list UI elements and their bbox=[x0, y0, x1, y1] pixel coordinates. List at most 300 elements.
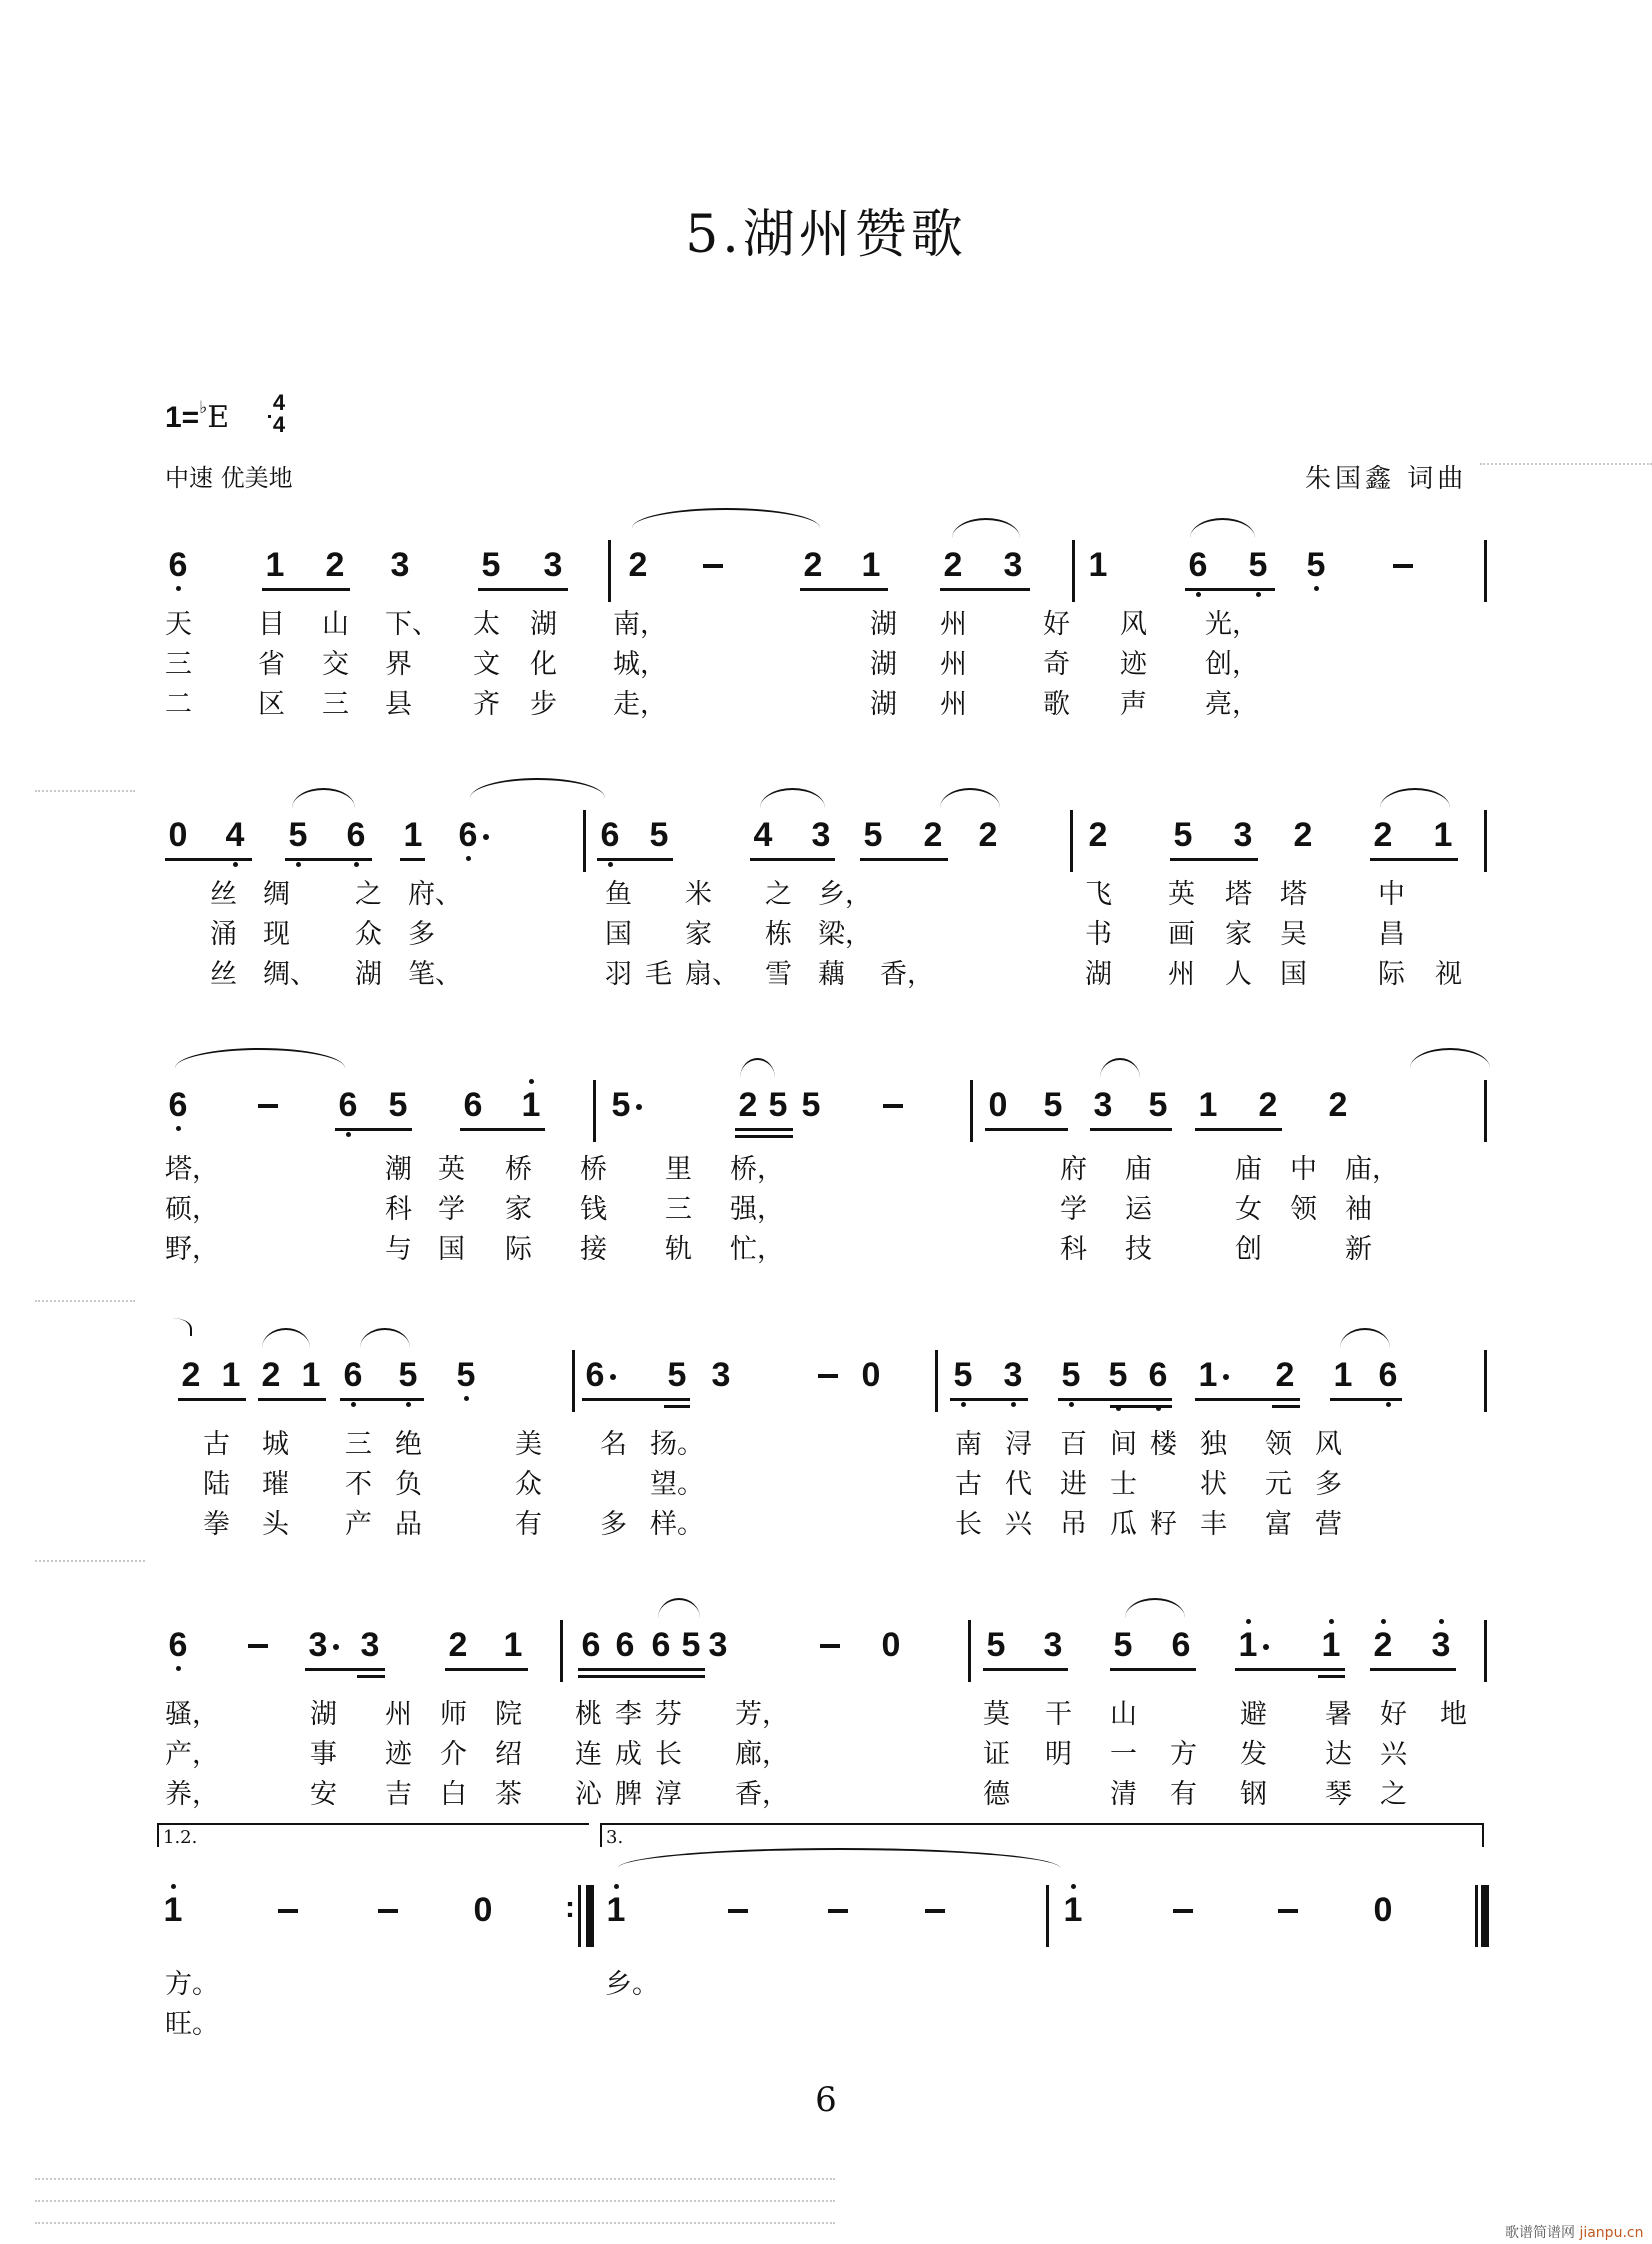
beam-underline bbox=[1110, 1405, 1172, 1408]
lyric-char: 州 bbox=[940, 649, 967, 680]
lyric-char: 代 bbox=[1005, 1469, 1032, 1500]
note: 4 bbox=[222, 818, 248, 852]
beam-underline bbox=[1195, 1128, 1282, 1131]
slur-tie bbox=[940, 788, 1000, 808]
barline bbox=[578, 1885, 581, 1947]
low-octave-dot bbox=[608, 862, 613, 867]
lyric-char: 新 bbox=[1345, 1234, 1372, 1265]
barline bbox=[560, 1620, 563, 1682]
lyric-char: 证 bbox=[983, 1739, 1010, 1770]
key-signature bbox=[165, 398, 229, 435]
beam-underline bbox=[1110, 1668, 1196, 1671]
note: 5 bbox=[608, 1088, 634, 1122]
lyric-char: 化 bbox=[530, 649, 557, 680]
lyric-char: 国 bbox=[1280, 959, 1307, 990]
note: 5 bbox=[667, 1356, 687, 1394]
lyric-char: 塔 bbox=[1280, 879, 1307, 910]
lyric-char: 古 bbox=[955, 1469, 982, 1500]
lyric-char: 画 bbox=[1168, 919, 1195, 950]
lyric-char: 桃 bbox=[575, 1699, 602, 1730]
barline bbox=[935, 1350, 938, 1412]
high-octave-dot bbox=[1246, 1619, 1251, 1624]
augmentation-dot bbox=[1263, 1644, 1269, 1650]
lyric-char: 现 bbox=[263, 919, 290, 950]
lyric-char: 兴 bbox=[1005, 1509, 1032, 1540]
note: 3 bbox=[811, 816, 831, 854]
note: 6 bbox=[1145, 1358, 1171, 1392]
beam-underline bbox=[578, 1675, 705, 1678]
lyric-char: 多 bbox=[1315, 1469, 1342, 1500]
lyric-char: 绍 bbox=[495, 1739, 522, 1770]
slur-tie bbox=[952, 518, 1020, 538]
lyric-char: 中 bbox=[1290, 1154, 1317, 1185]
low-octave-dot bbox=[1386, 1402, 1391, 1407]
lyric-char: 丰 bbox=[1200, 1509, 1227, 1540]
lyric-char: 涌 bbox=[210, 919, 237, 950]
artifact-dotted-line bbox=[35, 2200, 835, 2202]
high-octave-dot bbox=[1439, 1619, 1444, 1624]
slur-tie bbox=[360, 1328, 410, 1348]
high-octave-dot bbox=[529, 1079, 534, 1084]
slur-tie bbox=[175, 1048, 345, 1068]
low-octave-dot bbox=[351, 1402, 356, 1407]
dash-extension bbox=[258, 1104, 278, 1108]
lyric-char: 士 bbox=[1110, 1469, 1137, 1500]
lyric-char: 瓜 bbox=[1110, 1509, 1137, 1540]
lyric-char: 家 bbox=[505, 1194, 532, 1225]
lyric-char: 有 bbox=[1170, 1779, 1197, 1810]
lyric-char: 芬 bbox=[655, 1699, 682, 1730]
note: 0 bbox=[988, 1086, 1008, 1124]
beam-underline bbox=[985, 1128, 1068, 1131]
flat-sign: ♭ bbox=[199, 398, 208, 418]
slur-tie bbox=[1340, 1328, 1390, 1348]
note: 1 bbox=[1088, 546, 1108, 584]
lyric-char: 连 bbox=[575, 1739, 602, 1770]
slur-tie bbox=[470, 778, 605, 798]
note: 3 bbox=[305, 1628, 331, 1662]
beam-underline bbox=[178, 1398, 246, 1401]
lyric-char: 吴 bbox=[1280, 919, 1307, 950]
key-note: E bbox=[207, 400, 230, 435]
low-octave-dot bbox=[346, 1132, 351, 1137]
lyric-char: 硕， bbox=[165, 1194, 219, 1225]
lyric-char: 璀 bbox=[262, 1469, 289, 1500]
lyric-char: 南 bbox=[955, 1429, 982, 1460]
note: 2 bbox=[943, 546, 963, 584]
lyric-char: 省 bbox=[258, 649, 285, 680]
lyric-char: 好 bbox=[1043, 609, 1070, 640]
barline bbox=[593, 1080, 596, 1142]
note: 1 bbox=[603, 1893, 629, 1927]
lyric-char: 独 bbox=[1200, 1429, 1227, 1460]
lyric-char: 野， bbox=[165, 1234, 219, 1265]
beam-underline bbox=[340, 1398, 424, 1401]
lyric-char: 暑 bbox=[1325, 1699, 1352, 1730]
low-octave-dot bbox=[1314, 586, 1319, 591]
lyric-char: 成 bbox=[615, 1739, 642, 1770]
note: 2 bbox=[448, 1626, 468, 1664]
lyric-char: 国 bbox=[438, 1234, 465, 1265]
artifact-dotted-line bbox=[35, 1560, 145, 1562]
lyric-char: 有 bbox=[515, 1509, 542, 1540]
note: 3 bbox=[1003, 546, 1023, 584]
slur-tie bbox=[740, 1058, 775, 1078]
beam-underline bbox=[1370, 1668, 1456, 1671]
lyric-char: 芳， bbox=[735, 1699, 789, 1730]
lyric-char: 产 bbox=[345, 1509, 372, 1540]
barline bbox=[1484, 540, 1487, 602]
lyric-char: 长 bbox=[655, 1739, 682, 1770]
lyric-char: 府、 bbox=[408, 879, 462, 910]
note: 0 bbox=[861, 1356, 881, 1394]
lyric-char: 三 bbox=[665, 1194, 692, 1225]
lyric-char: 绸、 bbox=[263, 959, 317, 990]
slur-tie bbox=[262, 1328, 310, 1348]
beam-underline bbox=[860, 858, 948, 861]
low-octave-dot bbox=[354, 862, 359, 867]
slur-tie bbox=[760, 788, 825, 808]
lyric-char: 三 bbox=[345, 1429, 372, 1460]
note: 6 bbox=[340, 1358, 366, 1392]
lyric-char: 之 bbox=[355, 879, 382, 910]
barline bbox=[968, 1620, 971, 1682]
note: 6 bbox=[615, 1626, 635, 1664]
lyric-char: 城 bbox=[262, 1429, 289, 1460]
dash-extension bbox=[728, 1909, 748, 1913]
augmentation-dot bbox=[636, 1104, 642, 1110]
lyric-char: 方 bbox=[1170, 1739, 1197, 1770]
lyric-char: 毛 bbox=[645, 959, 672, 990]
note: 1 bbox=[265, 546, 285, 584]
note: 5 bbox=[1113, 1626, 1133, 1664]
slur-tie bbox=[1190, 518, 1255, 538]
note: 1 bbox=[1235, 1628, 1261, 1662]
lyric-char: 庙 bbox=[1125, 1154, 1152, 1185]
lyric-char: 多 bbox=[408, 919, 435, 950]
lyric-char: 领 bbox=[1290, 1194, 1317, 1225]
barline bbox=[1484, 1620, 1487, 1682]
note: 3 bbox=[1233, 816, 1253, 854]
lyric-char: 干 bbox=[1045, 1699, 1072, 1730]
lyric-char: 交 bbox=[322, 649, 349, 680]
lyric-char: 笔、 bbox=[408, 959, 462, 990]
note: 1 bbox=[861, 546, 881, 584]
slur-tie bbox=[1125, 1598, 1185, 1618]
note: 2 bbox=[923, 816, 943, 854]
beam-underline bbox=[1058, 1398, 1172, 1401]
augmentation-dot bbox=[483, 834, 489, 840]
beam-underline bbox=[735, 1135, 793, 1138]
lyric-char: 湖 bbox=[530, 609, 557, 640]
beam-underline bbox=[305, 1668, 385, 1671]
note: 4 bbox=[753, 816, 773, 854]
lyric-char: 忙， bbox=[730, 1234, 784, 1265]
note: 3 bbox=[708, 1626, 728, 1664]
beam-underline bbox=[258, 1398, 326, 1401]
lyric-char: 三 bbox=[165, 649, 192, 680]
dash-extension bbox=[1278, 1909, 1298, 1913]
note: 2 bbox=[628, 546, 648, 584]
dash-extension bbox=[820, 1644, 840, 1648]
lyric-char: 德 bbox=[983, 1779, 1010, 1810]
lyric-char: 庙， bbox=[1345, 1154, 1399, 1185]
volta-bracket-1-2 bbox=[157, 1823, 589, 1847]
lyric-char: 迹 bbox=[385, 1739, 412, 1770]
low-octave-dot bbox=[1196, 592, 1201, 597]
beam-underline bbox=[800, 588, 888, 591]
barline bbox=[1046, 1885, 1049, 1947]
beam-underline bbox=[1195, 1398, 1300, 1401]
note: 1 bbox=[1198, 1086, 1218, 1124]
lyric-char: 百 bbox=[1060, 1429, 1087, 1460]
lyric-char: 众 bbox=[515, 1469, 542, 1500]
lyric-char: 科 bbox=[385, 1194, 412, 1225]
lyric-char: 李 bbox=[615, 1699, 642, 1730]
lyric-char: 家 bbox=[685, 919, 712, 950]
beam-underline bbox=[582, 1398, 690, 1401]
lyric-char: 样。 bbox=[650, 1509, 704, 1540]
lyric-char: 下、 bbox=[385, 609, 439, 640]
barline bbox=[608, 540, 611, 602]
lyric-char: 湖 bbox=[310, 1699, 337, 1730]
beam-underline bbox=[578, 1668, 705, 1671]
slur-tie bbox=[618, 1848, 1060, 1868]
lyric-char: 状 bbox=[1200, 1469, 1227, 1500]
barline bbox=[1072, 540, 1075, 602]
lyric-char: 一 bbox=[1110, 1739, 1137, 1770]
note: 3 bbox=[1000, 1358, 1026, 1392]
note: 3 bbox=[1043, 1626, 1063, 1664]
high-octave-dot bbox=[1381, 1619, 1386, 1624]
lyric-char: 多 bbox=[600, 1509, 627, 1540]
slur-tie bbox=[1100, 1058, 1140, 1078]
note: 6 bbox=[581, 1626, 601, 1664]
lyric-char: 羽 bbox=[605, 959, 632, 990]
note: 6 bbox=[165, 1628, 191, 1662]
note: 1 bbox=[221, 1356, 241, 1394]
lyric-char: 头 bbox=[262, 1509, 289, 1540]
beam-underline bbox=[750, 858, 835, 861]
lyric-char: 声 bbox=[1120, 689, 1147, 720]
lyric-char: 迹 bbox=[1120, 649, 1147, 680]
lyric-char: 事 bbox=[310, 1739, 337, 1770]
low-octave-dot bbox=[961, 1402, 966, 1407]
lyric-char: 产， bbox=[165, 1739, 219, 1770]
artifact-dotted-line bbox=[1480, 463, 1652, 465]
note: 6 bbox=[343, 818, 369, 852]
lyric-char: 运 bbox=[1125, 1194, 1152, 1225]
lyric-char: 国 bbox=[605, 919, 632, 950]
note: 6 bbox=[1185, 548, 1211, 582]
low-octave-dot bbox=[1256, 592, 1261, 597]
note: 1 bbox=[1318, 1628, 1344, 1662]
low-octave-dot bbox=[1069, 1402, 1074, 1407]
lyric-char: 浔 bbox=[1005, 1429, 1032, 1460]
dash-extension bbox=[1393, 564, 1413, 568]
lyric-char: 望。 bbox=[650, 1469, 704, 1500]
time-signature bbox=[268, 392, 290, 436]
note: 6 bbox=[165, 548, 191, 582]
note: 6 bbox=[1171, 1626, 1191, 1664]
note: 5 bbox=[801, 1086, 821, 1124]
lyric-char: 介 bbox=[440, 1739, 467, 1770]
lyric-char: 好 bbox=[1380, 1699, 1407, 1730]
lyric-char: 古 bbox=[203, 1429, 230, 1460]
lyric-char: 山 bbox=[322, 609, 349, 640]
note: 5 bbox=[1173, 816, 1193, 854]
lyric-char: 吉 bbox=[385, 1779, 412, 1810]
beam-underline bbox=[335, 1128, 412, 1131]
lyric-char: 扬。 bbox=[650, 1429, 704, 1460]
lyric-char: 昌 bbox=[1378, 919, 1405, 950]
lyric-char: 元 bbox=[1265, 1469, 1292, 1500]
lyric-char: 走， bbox=[613, 689, 667, 720]
note: 5 bbox=[1148, 1086, 1168, 1124]
note: 5 bbox=[395, 1358, 421, 1392]
note: 2 bbox=[978, 816, 998, 854]
lyric-char: 家 bbox=[1225, 919, 1252, 950]
note: 1 bbox=[518, 1088, 544, 1122]
note: 5 bbox=[1043, 1086, 1063, 1124]
lyric-char: 步 bbox=[530, 689, 557, 720]
beam-underline bbox=[1185, 588, 1275, 591]
volta-label: 1.2. bbox=[163, 1827, 198, 1848]
thick-barline bbox=[586, 1885, 594, 1947]
lyric-char: 负 bbox=[395, 1469, 422, 1500]
artifact-dotted-line bbox=[35, 2178, 835, 2180]
note: 6 bbox=[1375, 1358, 1401, 1392]
barline bbox=[1070, 810, 1073, 872]
note: 2 bbox=[1293, 816, 1313, 854]
lyric-char: 乡， bbox=[818, 879, 872, 910]
augmentation-dot bbox=[610, 1374, 616, 1380]
lyric-char: 州 bbox=[385, 1699, 412, 1730]
lyric-char: 科 bbox=[1060, 1234, 1087, 1265]
time-bottom: 4 bbox=[272, 412, 286, 437]
lyric-char: 城， bbox=[613, 649, 667, 680]
beam-underline bbox=[478, 588, 568, 591]
note: 5 bbox=[768, 1086, 788, 1124]
lyric-char: 骚， bbox=[165, 1699, 219, 1730]
lyric-char: 创 bbox=[1235, 1234, 1262, 1265]
slur-tie bbox=[1410, 1048, 1490, 1068]
note: 5 bbox=[1303, 548, 1329, 582]
low-octave-dot bbox=[1011, 1402, 1016, 1407]
barline bbox=[1484, 810, 1487, 872]
lyric-char: 界 bbox=[385, 649, 412, 680]
note: 5 bbox=[453, 1358, 479, 1392]
lyric-char: 养， bbox=[165, 1779, 219, 1810]
artifact-dotted-line bbox=[35, 1300, 135, 1302]
lyric-char: 脾 bbox=[615, 1779, 642, 1810]
lyric-char: 湖 bbox=[870, 609, 897, 640]
lyric-char: 轨 bbox=[665, 1234, 692, 1265]
barline bbox=[970, 1080, 973, 1142]
lyric-char: 技 bbox=[1125, 1234, 1152, 1265]
lyric-char: 风 bbox=[1120, 609, 1147, 640]
lyric-char: 山 bbox=[1110, 1699, 1137, 1730]
lyric-char: 琴 bbox=[1325, 1779, 1352, 1810]
note: 2 bbox=[1373, 816, 1393, 854]
lyric-char: 奇 bbox=[1043, 649, 1070, 680]
augmentation-dot bbox=[1223, 1374, 1229, 1380]
lyric-char: 莫 bbox=[983, 1699, 1010, 1730]
lyric-char: 之 bbox=[1380, 1779, 1407, 1810]
lyric-char: 三 bbox=[322, 689, 349, 720]
volta-bracket-3 bbox=[600, 1823, 1484, 1847]
lyric-char: 湖 bbox=[1085, 959, 1112, 990]
lyric-char: 湖 bbox=[870, 689, 897, 720]
lyric-char: 县 bbox=[385, 689, 412, 720]
lyric-char: 钢 bbox=[1240, 1779, 1267, 1810]
repeat-dots: : bbox=[565, 1891, 575, 1924]
lyric-char: 香， bbox=[880, 959, 934, 990]
lyric-char: 学 bbox=[438, 1194, 465, 1225]
slur-tie bbox=[658, 1598, 700, 1618]
composer-credit: 朱国鑫 词曲 bbox=[1305, 464, 1468, 494]
note: 5 bbox=[1245, 548, 1271, 582]
lyric-char: 亮， bbox=[1205, 689, 1259, 720]
beam-underline bbox=[983, 1668, 1068, 1671]
beam-underline bbox=[285, 858, 372, 861]
note: 0 bbox=[473, 1891, 493, 1929]
low-octave-dot bbox=[296, 862, 301, 867]
note: 1 bbox=[301, 1356, 321, 1394]
note: 2 bbox=[325, 546, 345, 584]
lyric-char: 齐 bbox=[473, 689, 500, 720]
lyric-char: 营 bbox=[1315, 1509, 1342, 1540]
lyric-char: 英 bbox=[438, 1154, 465, 1185]
lyric-char: 歌 bbox=[1043, 689, 1070, 720]
lyric-char: 雪 bbox=[765, 959, 792, 990]
beam-underline bbox=[1090, 1128, 1172, 1131]
lyric-char: 风 bbox=[1315, 1429, 1342, 1460]
beam-underline bbox=[262, 588, 350, 591]
lyric-char: 区 bbox=[258, 689, 285, 720]
lyric-char: 间 bbox=[1110, 1429, 1137, 1460]
slur-tie bbox=[292, 788, 355, 808]
lyric-char: 楼 bbox=[1150, 1429, 1177, 1460]
lyric-char: 众 bbox=[355, 919, 382, 950]
note: 3 bbox=[390, 546, 410, 584]
note: 3 bbox=[1093, 1086, 1113, 1124]
beam-underline bbox=[664, 1405, 690, 1408]
tempo-marking: 中速 优美地 bbox=[165, 464, 293, 492]
dash-extension bbox=[818, 1374, 838, 1378]
lyric-char: 文 bbox=[473, 649, 500, 680]
barline bbox=[1484, 1350, 1487, 1412]
lyric-char: 达 bbox=[1325, 1739, 1352, 1770]
note: 2 bbox=[1258, 1086, 1278, 1124]
beam-underline bbox=[357, 1675, 385, 1678]
lyric-char: 州 bbox=[1168, 959, 1195, 990]
beam-underline bbox=[1272, 1405, 1300, 1408]
dash-extension bbox=[278, 1909, 298, 1913]
lyric-char: 廊， bbox=[735, 1739, 789, 1770]
key-prefix: 1= bbox=[165, 401, 200, 434]
barline bbox=[1484, 1080, 1487, 1142]
low-octave-dot bbox=[176, 1666, 181, 1671]
lyric-char: 品 bbox=[395, 1509, 422, 1540]
time-divider bbox=[268, 415, 271, 418]
beam-underline bbox=[1370, 858, 1458, 861]
lyric-char: 创， bbox=[1205, 649, 1259, 680]
lyric-char: 视 bbox=[1435, 959, 1462, 990]
note: 5 bbox=[285, 818, 311, 852]
lyric-char: 州 bbox=[940, 689, 967, 720]
lyric-char: 飞 bbox=[1085, 879, 1112, 910]
